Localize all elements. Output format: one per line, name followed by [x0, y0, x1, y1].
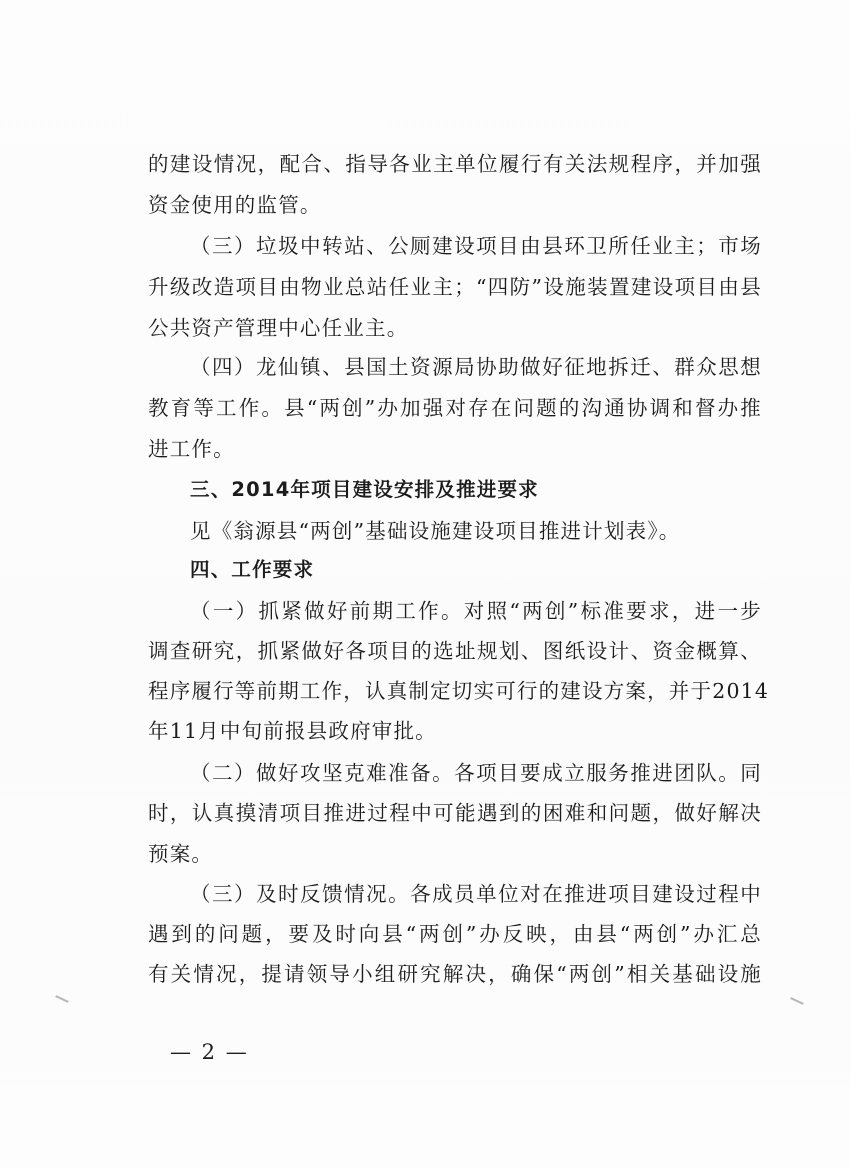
section-heading: 四、工作要求 [190, 558, 315, 581]
paragraph-line: 的建设情况，配合、指导各业主单位履行有关法规程序，并加强 [148, 152, 762, 176]
paragraph-line: （二）做好攻坚克难准备。各项目要成立服务推进团队。同 [190, 761, 762, 785]
scan-speck [55, 995, 69, 1003]
page-number: — 2 — [170, 1040, 249, 1064]
scan-speck [790, 997, 804, 1005]
paragraph-line: 时，认真摸清项目推进过程中可能遇到的困难和问题，做好解决 [148, 801, 762, 825]
paragraph-line: （三）及时反馈情况。各成员单位对在推进项目建设过程中 [190, 882, 762, 906]
paragraph-line: （一）抓紧做好前期工作。对照“两创”标准要求，进一步 [190, 599, 762, 623]
paragraph-line: 进工作。 [148, 437, 235, 461]
paragraph-line: （四）龙仙镇、县国土资源局协助做好征地拆迁、群众思想 [190, 355, 762, 379]
paragraph-line: 预案。 [148, 842, 214, 866]
paragraph-line: 见《翁源县“两创”基础设施建设项目推进计划表》。 [190, 519, 681, 543]
paragraph-line: 有关情况，提请领导小组研究解决，确保“两创”相关基础设施 [148, 962, 762, 986]
paragraph-line: 程序履行等前期工作，认真制定切实可行的建设方案，并于2014 [148, 679, 770, 703]
paragraph-line: 教育等工作。县“两创”办加强对存在问题的沟通协调和督办推 [148, 396, 762, 420]
paragraph-line: 调查研究，抓紧做好各项目的选址规划、图纸设计、资金概算、 [148, 639, 762, 663]
paragraph-line: 升级改造项目由物业总站任业主；“四防”设施装置建设项目由县 [148, 275, 762, 299]
paragraph-line: 年11月中旬前报县政府审批。 [148, 719, 437, 743]
paragraph-line: 资金使用的监管。 [148, 193, 322, 217]
paragraph-line: 遇到的问题，要及时向县“两创”办反映，由县“两创”办汇总 [148, 922, 762, 946]
section-heading: 三、2014年项目建设安排及推进要求 [190, 478, 539, 501]
paragraph-line: （三）垃圾中转站、公厕建设项目由县环卫所任业主；市场 [190, 234, 762, 258]
paragraph-line: 公共资产管理中心任业主。 [148, 316, 409, 340]
